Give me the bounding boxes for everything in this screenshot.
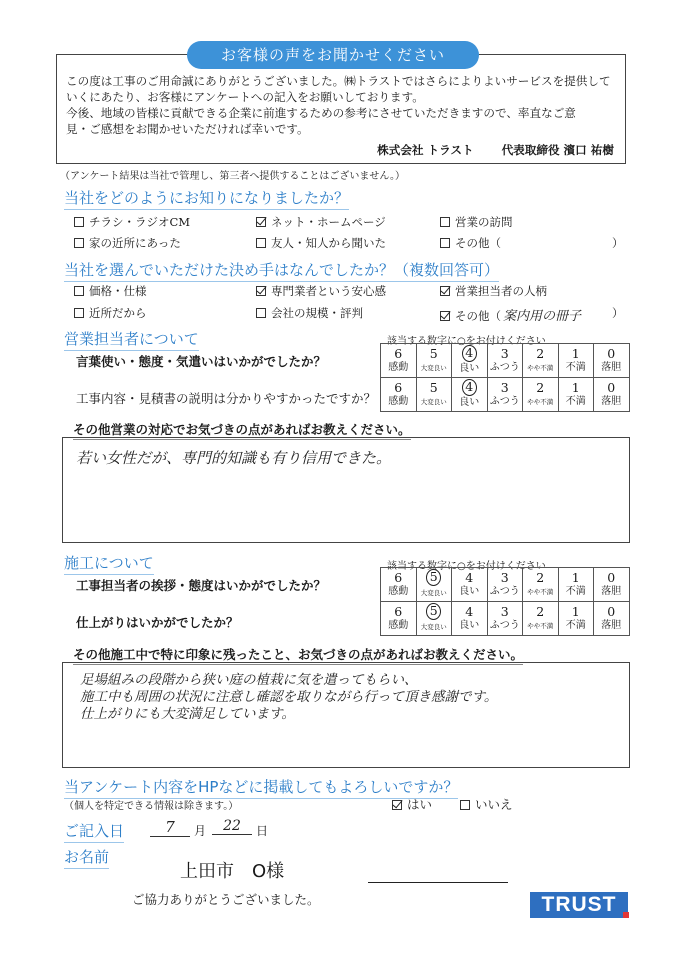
rating-cell-selected[interactable]: 5 大変良い — [416, 568, 452, 602]
rating-cell[interactable]: 4 良い — [452, 568, 488, 602]
rating-cell[interactable]: 1 不満 — [558, 602, 594, 636]
checkbox[interactable] — [440, 238, 450, 248]
construction-comment-text — [80, 672, 497, 723]
signature — [377, 142, 614, 158]
checkbox[interactable] — [74, 238, 84, 248]
sales-heading: 営業担当者について — [64, 328, 199, 351]
intro-line: 今後、地域の皆様に貢献できる企業に前進するための参考にさせていただきますので、率直なご意 — [66, 106, 576, 120]
rating-cell[interactable]: 0 落胆 — [594, 344, 630, 378]
day-label: 日 — [256, 824, 269, 838]
q2-option[interactable] — [440, 305, 581, 324]
checkbox-checked[interactable] — [440, 286, 450, 296]
option-label: いいえ — [475, 797, 513, 812]
checkbox[interactable] — [256, 238, 266, 248]
rating-instruction: 該当する数字に○をお付けください — [387, 561, 546, 572]
privacy-note: （アンケート結果は当社で管理し、第三者へ提供することはございません。） — [60, 171, 405, 182]
month-field[interactable] — [150, 818, 190, 837]
option-label: 営業の訪問 — [455, 215, 513, 229]
intro-line: この度は工事のご用命誠にありがとうございました。㈱トラストではさらによりよいサービスを提供して — [66, 74, 611, 88]
comment-line: 足場組みの段階から狭い庭の植栽に気を遣ってもらい、 — [80, 672, 418, 688]
publish-heading: 当アンケート内容をHPなどに掲載してもよろしいですか？ — [64, 776, 458, 799]
comment-line: 施工中も周囲の状況に注意し確認を取りながら行って頂き感謝です。 — [80, 689, 498, 705]
q1-option[interactable] — [256, 214, 386, 230]
sales-rating-table — [380, 343, 630, 412]
option-label: 営業担当者の人柄 — [455, 284, 547, 298]
sales-question: 言葉使い・態度・気遣いはいかがでしたか？ — [76, 354, 327, 369]
rating-row — [381, 602, 630, 636]
rating-cell[interactable]: 1 不満 — [558, 378, 594, 412]
checkbox-checked[interactable] — [256, 286, 266, 296]
comment-line: 仕上がりにも大変満足しています。 — [80, 706, 295, 722]
rating-cell[interactable]: 0 落胆 — [594, 568, 630, 602]
q1-heading: 当社をどのようにお知りになりましたか？ — [64, 187, 349, 210]
rating-cell-selected[interactable]: 4 良い — [452, 378, 488, 412]
rating-cell[interactable]: 4 良い — [452, 602, 488, 636]
option-label: 専門業者という安心感 — [271, 284, 386, 298]
sales-question: 工事内容・見積書の説明は分かりやすかったですか？ — [76, 391, 377, 406]
month-value: 7 — [165, 818, 175, 836]
option-label: 近所だから — [89, 306, 147, 320]
option-label: その他（ — [455, 236, 501, 250]
customer-name: 上田市 O様 — [180, 861, 285, 882]
month-label: 月 — [194, 824, 207, 838]
rating-cell[interactable]: 6 感動 — [381, 344, 417, 378]
checkbox-checked[interactable] — [392, 800, 402, 810]
rating-cell[interactable]: 3 ふつう — [487, 602, 523, 636]
rating-cell-selected[interactable]: 4 良い — [452, 344, 488, 378]
date-label: ご記入日 — [64, 820, 124, 843]
q2-option[interactable] — [74, 305, 147, 321]
checkbox[interactable] — [74, 217, 84, 227]
representative-name: 代表取締役 濱口 祐樹 — [501, 143, 614, 157]
rating-cell[interactable]: 1 不満 — [558, 568, 594, 602]
sales-comment-text — [76, 450, 391, 467]
publish-yes[interactable] — [392, 795, 432, 813]
option-label: はい — [407, 797, 433, 812]
rating-instruction: 該当する数字に○をお付けください — [387, 336, 546, 347]
construction-question: 工事担当者の挨拶・態度はいかがでしたか？ — [76, 578, 327, 593]
company-name: 株式会社 トラスト — [377, 143, 474, 157]
q1-option[interactable] — [440, 235, 501, 251]
option-label: その他（ — [455, 309, 501, 323]
option-label: ネット・ホームページ — [271, 215, 386, 229]
q1-option[interactable] — [74, 214, 190, 230]
comment-line: 若い女性だが、専門的知識も有り信用できた。 — [76, 449, 392, 467]
rating-cell[interactable]: 6 感動 — [381, 378, 417, 412]
construction-question: 仕上がりはいかがでしたか？ — [76, 615, 239, 630]
publish-no[interactable] — [460, 795, 513, 813]
q2-option[interactable] — [256, 283, 386, 299]
sales-comment-heading: その他営業の対応でお気づきの点があればお教えください。 — [73, 420, 411, 440]
name-underline — [368, 882, 508, 883]
handwritten-other: 案内用の冊子 — [503, 309, 582, 324]
publish-note: （個人を特定できる情報は除きます。） — [64, 801, 239, 812]
checkbox[interactable] — [460, 800, 470, 810]
construction-rating-table — [380, 567, 630, 636]
rating-cell[interactable]: 2 やや不満 — [523, 602, 559, 636]
close-paren: ） — [612, 306, 624, 320]
q2-heading: 当社を選んでいただけた決め手はなんでしたか？（複数回答可） — [64, 259, 499, 282]
day-value: 22 — [223, 818, 241, 834]
rating-row — [381, 568, 630, 602]
rating-cell[interactable]: 5 大変良い — [416, 378, 452, 412]
rating-cell[interactable]: 6 感動 — [381, 602, 417, 636]
rating-cell[interactable]: 0 落胆 — [594, 602, 630, 636]
intro-line: いくにあたり、お客様にアンケートへの記入をお願いしております。 — [66, 90, 424, 104]
checkbox[interactable] — [440, 217, 450, 227]
q2-option[interactable] — [256, 305, 363, 321]
q1-option[interactable] — [440, 214, 513, 230]
checkbox[interactable] — [74, 308, 84, 318]
checkbox[interactable] — [74, 286, 84, 296]
rating-cell-selected[interactable]: 5 大変良い — [416, 602, 452, 636]
close-paren: ） — [612, 236, 624, 250]
rating-cell[interactable]: 3 ふつう — [487, 344, 523, 378]
checkbox[interactable] — [256, 308, 266, 318]
option-label: 会社の規模・評判 — [271, 306, 363, 320]
rating-cell[interactable]: 6 感動 — [381, 568, 417, 602]
option-label: 友人・知人から聞いた — [271, 236, 386, 250]
rating-cell[interactable]: 2 やや不満 — [523, 568, 559, 602]
rating-cell[interactable]: 3 ふつう — [487, 568, 523, 602]
trust-logo: TRUST — [530, 892, 628, 918]
option-label: 家の近所にあった — [89, 236, 181, 250]
day-field[interactable] — [212, 818, 252, 835]
rating-cell[interactable]: 3 ふつう — [487, 378, 523, 412]
checkbox-checked[interactable] — [256, 217, 266, 227]
rating-cell[interactable]: 0 落胆 — [594, 378, 630, 412]
survey-banner: お客様の声をお聞かせください — [187, 41, 479, 69]
intro-text — [66, 73, 622, 137]
name-label: お名前 — [64, 846, 109, 869]
rating-row — [381, 378, 630, 412]
option-label: 価格・仕様 — [89, 284, 147, 298]
construction-heading: 施工について — [64, 552, 154, 575]
thanks-message: ご協力ありがとうございました。 — [132, 892, 320, 907]
rating-cell[interactable]: 1 不満 — [558, 344, 594, 378]
q2-option[interactable] — [440, 283, 547, 299]
q1-option[interactable] — [74, 235, 181, 251]
intro-line: 見・ご感想をお聞かせいただければ幸いです。 — [66, 122, 309, 136]
construction-comment-heading: その他施工中で特に印象に残ったこと、お気づきの点があればお教えください。 — [73, 645, 523, 665]
rating-row — [381, 344, 630, 378]
rating-cell[interactable]: 2 やや不満 — [523, 378, 559, 412]
option-label: チラシ・ラジオCM — [89, 215, 191, 229]
rating-cell[interactable]: 2 やや不満 — [523, 344, 559, 378]
q2-option[interactable] — [74, 283, 147, 299]
q1-option[interactable] — [256, 235, 386, 251]
rating-cell[interactable]: 5 大変良い — [416, 344, 452, 378]
checkbox-checked[interactable] — [440, 311, 450, 321]
